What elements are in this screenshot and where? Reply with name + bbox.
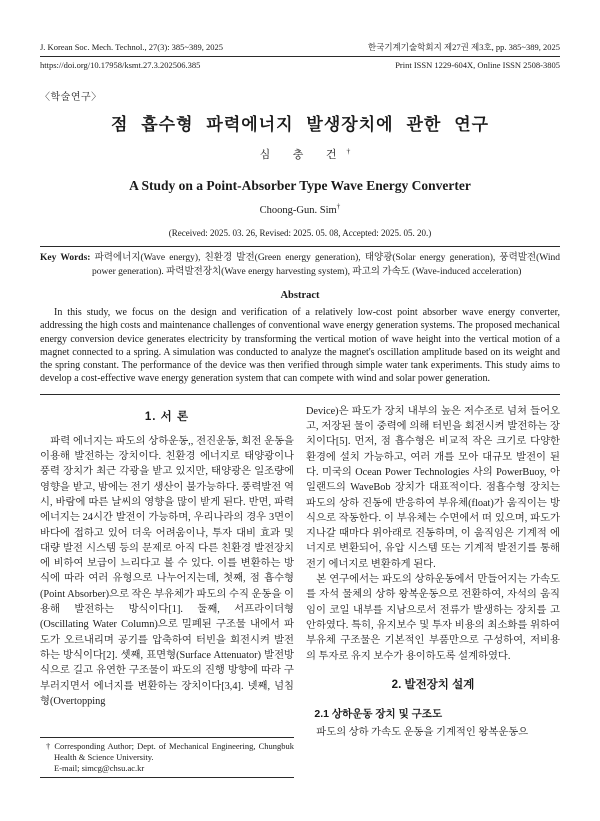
corresponding-author-text: Corresponding Author; Dept. of Mechanical Engineering, Chungbuk Health & Science University. xyxy=(51,740,294,762)
doi-link[interactable]: https://doi.org/10.17958/ksmt.27.3.202506.385 xyxy=(40,60,201,70)
left-column xyxy=(40,404,294,778)
author-korean-name: 심 충 건 xyxy=(259,149,347,161)
right-column xyxy=(306,404,560,778)
keywords-abstract-box xyxy=(40,246,560,395)
section-1-heading: 1. 서 론 xyxy=(144,410,190,423)
journal-citation-ko: 한국기계기술학회지 제27권 제3호, pp. 385~389, 2025 xyxy=(367,42,560,52)
body-columns xyxy=(40,404,560,778)
author-dagger-en: † xyxy=(336,201,341,211)
intro-paragraph: 파력 에너지는 파도의 상하운동,, 전진운동, 회전 운동을 이용해 발전하는 장치이다. 친환경 에너지로 태양광이나 풍력 장치가 최근 각광을 받고 있지만, 태양광은 일조량에 영향을 받고, 밤에는 전기 생산이 불가능하다. 풍력발전 역시, 바람에 따른 날씨의 영향을 많이 받게 된다. 반면, 파력 에너지는 24시간 발전이 가능하며, 우리나라의 경우 3면이 바다에 접하고 있어 더욱 어려움이나, 투자 대비 효과 및 대량 발전 시스템 등의 문제로 아직 다른 친환경 발전장치에 비하여 보급이 느리다고 볼 수 있다. 이를 변환하는 방식에 따라 여러 유형으로 나누어지는데, 첫째, 점 흡수형(Point Absorber)으로 작은 부유체가 파도의 수직 운동을 이용해 발전하는 방식이다[1]. 둘째, 서프라이더형(Oscillating Water Column)으로 밀폐된 구조물 내에서 파도가 오르내리며 공기를 압축하여 터빈을 회전시켜 발전하는 방식이다[2]. 셋째, 표면형(Surface Attenuator) 발전방식으로 길고 유연한 구조물이 파도의 진행 방향에 따라 구부러지면서 에너지를 변환하는 장치이다[3,4]. 넷째, 넘침형(Overtopping xyxy=(40,435,294,707)
footnote-dagger: † xyxy=(46,740,52,751)
abstract-text: In this study, we focus on the design and verification of a relatively low-cost point absorber wave energy converter, addressing the high costs and maintenance challenges of conventional wave energy generation systems. The proposed mechanical energy conversion device generates electricity by transforming the vertical motion of wave height into the vertical motion of a magnet connected to a spring. A simulation was conducted to analyze the magnet's oscillation amplitude based on its weight and the spring constant. The performance of the device was then verified through simple water tank experiments. This study aims to develop a cost-effective wave energy generation system that can compete with wind and solar power generation. xyxy=(40,307,560,385)
email-note[interactable]: E-mail; simcg@chsu.ac.kr xyxy=(54,762,145,773)
section-2-heading: 2. 발전장치 설계 xyxy=(391,678,475,691)
article-type-label: 〈학술연구〉 xyxy=(40,92,102,103)
keywords-label: Key Words: xyxy=(40,253,91,263)
issn-info: Print ISSN 1229-604X, Online ISSN 2508-3805 xyxy=(395,60,560,70)
dates-line: (Received: 2025. 03. 26, Revised: 2025. 05. 08, Accepted: 2025. 05. 20.) xyxy=(168,228,432,238)
intro-continuation-paragraph: Device)은 파도가 장치 내부의 높은 저수조로 넘쳐 들어오고, 저장된 물이 중력에 의해 터빈을 회전시켜 발전하는 장치이다[5]. 먼저, 점 흡수형은 비교적 작은 크기로 다양한 환경에 설치 가능하고, 여러 개를 모아 대규모 발전이 된다. 미국의 Ocean Power Technologies 사의 PowerBuoy, 아일랜드의 WaveBob 장치가 대표적이다. 점흡수형 장치는 파도의 상하 진동에 반응하여 부유체(float)가 움직이는 방식으로 작동한다. 이 부유체는 수면에서 떠 있으며, 파도가 지나갈 때마다 위아래로 진동하며, 이 움직임은 기계적 에너지로 변환되어, 유압 시스템 또는 기계적 발전기를 통해 전기 에너지로 변환하게 된다. xyxy=(306,405,560,570)
section-2-1-paragraph: 파도의 상하 가속도 운동을 기계적인 왕복운동으 xyxy=(316,726,529,738)
journal-citation-en: J. Korean Soc. Mech. Technol., 27(3): 385~389, 2025 xyxy=(40,42,224,52)
corresponding-author-note xyxy=(46,741,294,763)
section-2-1-heading: 2.1 상하운동 장치 및 구조도 xyxy=(314,707,443,720)
abstract-heading: Abstract xyxy=(280,290,320,301)
author-english-name: Choong-Gun. Sim xyxy=(259,205,337,216)
corresponding-author-footnote xyxy=(40,737,294,778)
keywords-text: 파력에너지(Wave energy), 친환경 발전(Green energy generation), 태양광(Solar energy generation), 풍력발전(Wind power generation). 파력발전장치(Wave energy harvesting system), 파고의 가속도 (Wave-induced acceleration) xyxy=(90,253,560,277)
research-objective-paragraph: 본 연구에서는 파도의 상하운동에서 만들어지는 가속도를 자석 물체의 상하 왕복운동으로 전환하여, 자석의 움직임이 코일 내부를 지남으로서 전류가 발생하는 장치를 고안하였다. 특히, 유지보수 및 투자 비용의 최소화를 위하여 부유체 구조물은 기본적인 부품만으로 구성하여, 저비용의 투자로 유지 보수가 용이하도록 설계하였다. xyxy=(306,574,560,662)
author-english xyxy=(40,201,560,216)
journal-header xyxy=(40,42,560,71)
keywords-block xyxy=(40,252,560,279)
author-korean xyxy=(40,146,560,162)
paper-title-korean: 점 흡수형 파력에너지 발생장치에 관한 연구 xyxy=(110,115,490,134)
author-dagger-ko: † xyxy=(346,146,351,156)
paper-title-english: A Study on a Point-Absorber Type Wave Energy Converter xyxy=(129,178,471,193)
